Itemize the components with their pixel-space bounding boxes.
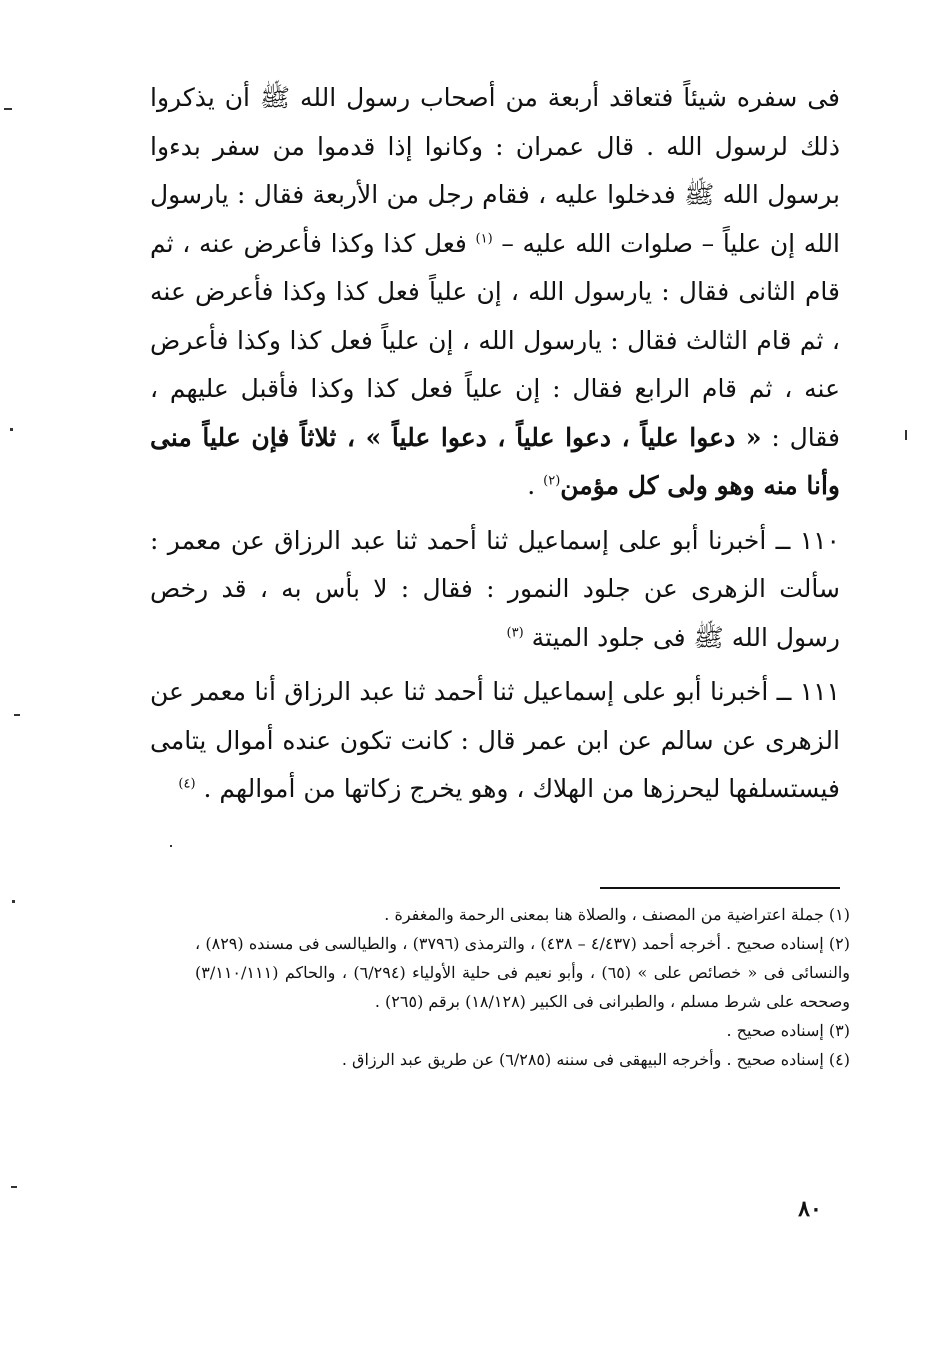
paragraph-end: . — [527, 471, 544, 500]
scan-speck — [12, 900, 15, 903]
footnote-1: (١) جملة اعتراضية من المصنف ، والصلاة هنا بمعنى الرحمة والمغفرة . — [384, 905, 850, 924]
paragraph-hadith-109 — [150, 74, 840, 511]
footnote-ref-4: (٤) — [178, 776, 196, 792]
page-number: ٨٠ — [798, 1196, 822, 1222]
footnote-3: (٣) إسناده صحيح . — [726, 1021, 850, 1040]
scan-speck — [4, 108, 12, 110]
scan-speck — [170, 845, 172, 847]
main-text — [150, 74, 840, 814]
scan-speck — [11, 1186, 17, 1188]
paragraph-text: ١١١ ــ أخبرنا أبو على إسماعيل ثنا أحمد ثنا عبد الرزاق أنا معمر عن الزهرى عن سالم عن ابن عمر قال : كانت تكون عنده أموال يتامى فيستسلفها ليحرزها من الهلاك ، وهو يخرج زكاتها من أموالهم . — [150, 677, 840, 803]
footnote-ref-1: (١) — [475, 231, 493, 247]
footnote-ref-2: (٢) — [543, 473, 561, 489]
footnotes — [195, 900, 850, 1074]
footnote-2: (٢) إسناده صحيح . أخرجه أحمد (٤/٤٣٧ – ٤٣٨) ، والترمذى (٣٧٩٦) ، والطيالسى فى مسنده (٨٢٩) ، والنسائى فى « خصائص على » (٦٥) ، وأبو نعيم فى حلية الأولياء (٦/٢٩٤) ، والحاكم (٣/١١٠/١١١) وصححه على شرط مسلم ، والطبرانى فى الكبير (١٨/١٢٨) برقم (٢٦٥) . — [195, 934, 851, 1011]
footnote-4: (٤) إسناده صحيح . وأخرجه البيهقى فى سننه (٦/٢٨٥) عن طريق عبد الرزاق . — [341, 1050, 850, 1069]
paragraph-text: فى سفره شيئاً فتعاقد أربعة من أصحاب رسول الله ﷺ أن يذكروا ذلك لرسول الله . قال عمران : وكانوا إذا قدموا من سفر بدءوا برسول الله ﷺ فدخلوا عليه ، فقام رجل من الأربعة فقال : يارسول الله إن علياً – صلوات الله عليه – — [150, 83, 841, 258]
footnote-divider — [600, 887, 840, 889]
scan-speck — [14, 714, 20, 716]
footnote-ref-3: (٣) — [506, 625, 524, 641]
paragraph-hadith-110 — [150, 517, 840, 663]
bold-quote: « دعوا علياً ، دعوا علياً ، دعوا علياً » ، ثلاثاً فإن علياً منى وأنا منه وهو ولى كل مؤمن — [150, 422, 840, 500]
paragraph-text: ١١٠ ــ أخبرنا أبو على إسماعيل ثنا أحمد ثنا عبد الرزاق عن معمر : سألت الزهرى عن جلود النمور : فقال : لا بأس به ، قد رخص رسول الله ﷺ فى جلود الميتة — [150, 525, 840, 652]
scan-speck — [905, 430, 907, 440]
paragraph-text-continued: فعل كذا وكذا فأعرض عنه ، ثم قام الثانى فقال : يارسول الله ، إن علياً فعل كذا وكذا فأعرض عنه ، ثم قام الثالث فقال : يارسول الله ، إن علياً فعل كذا وكذا فأعرض عنه ، ثم قام الرابع فقال : إن علياً فعل كذا وكذا فأقبل عليهم ، فقال : — [150, 228, 841, 452]
paragraph-hadith-111 — [150, 668, 840, 814]
scan-speck — [10, 428, 13, 431]
